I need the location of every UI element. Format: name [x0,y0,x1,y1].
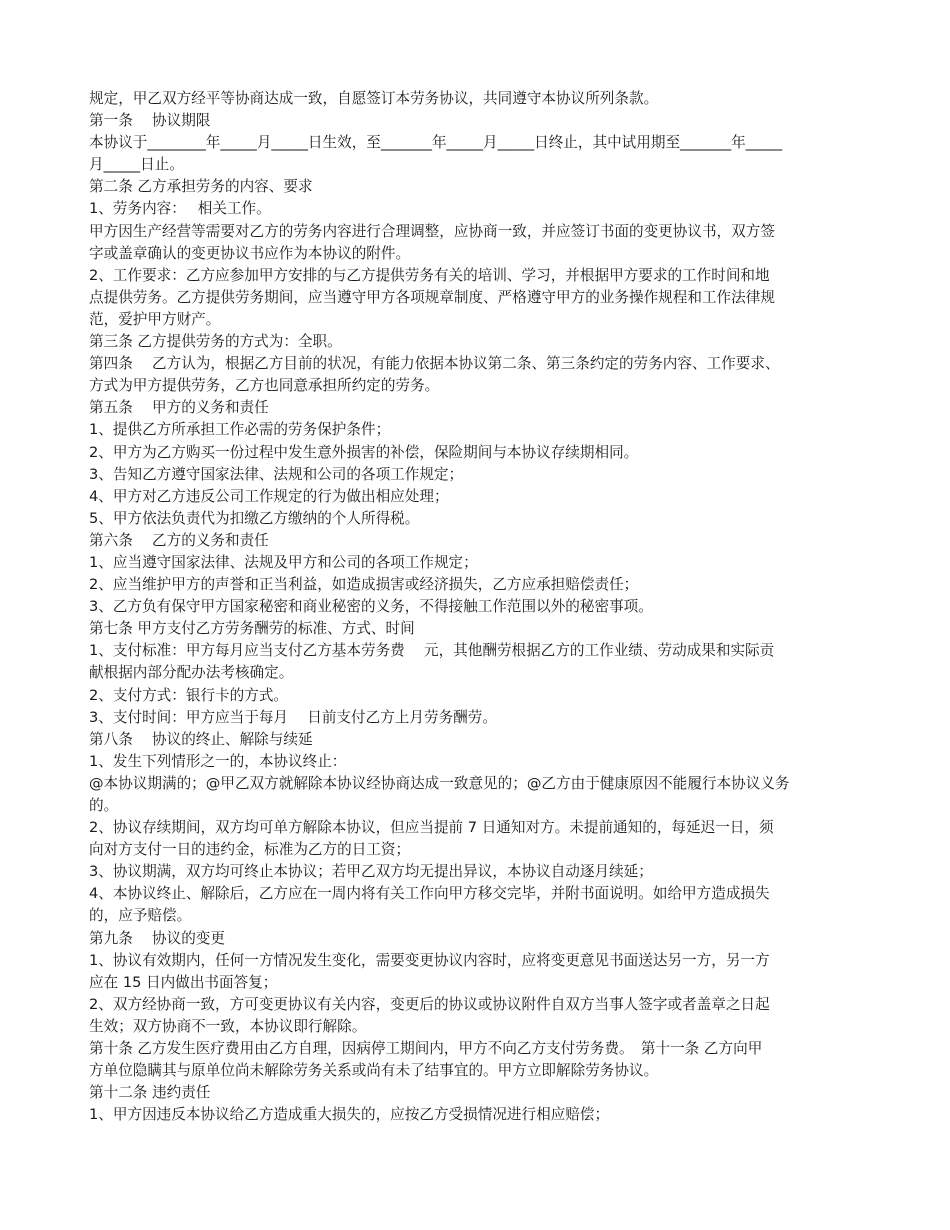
text-line: 2、工作要求：乙方应参加甲方安排的与乙方提供劳务有关的培训、学习，并根据甲方要求的工作时间和地 [89,266,770,284]
text-line: 第一条 协议期限 [89,112,211,130]
text-line: 生效；双方协商不一致，本协议即行解除。 [89,1017,367,1035]
text-line: @本协议期满的；@甲乙双方就解除本协议经协商达成一致意见的；@乙方由于健康原因不能履行本协议义务 [89,774,790,792]
text-line: 献根据内部分配办法考核确定。 [89,664,294,682]
text-line: 第九条 协议的变更 [89,929,225,947]
text-line: 应在 15 日内做出书面答复； [89,973,278,991]
text-line: 3、支付时间：甲方应当于每月 日前支付乙方上月劳务酬劳。 [89,708,497,726]
text-line: 2、双方经协商一致，方可变更协议有关内容，变更后的协议或协议附件自双方当事人签字或者盖章之日起 [89,995,770,1013]
text-line: 方式为甲方提供劳务，乙方也同意承担所约定的劳务。 [89,377,440,395]
text-line: 方单位隐瞒其与原单位尚未解除劳务关系或尚有未了结事宜的。甲方立即解除劳务协议。 [89,1062,659,1080]
text-line: 第五条 甲方的义务和责任 [89,399,269,417]
text-line: 范，爱护甲方财产。 [89,310,221,328]
text-line: 2、甲方为乙方购买一份过程中发生意外损害的补偿，保险期间与本协议存续期相同。 [89,443,639,461]
text-line: 2、应当维护甲方的声誉和正当利益，如造成损害或经济损失，乙方应承担赔偿责任； [89,576,639,594]
text-line: 的，应予赔偿。 [89,907,192,925]
text-line: 第七条 甲方支付乙方劳务酬劳的标准、方式、时间 [89,620,415,638]
text-line: 5、甲方依法负责代为扣缴乙方缴纳的个人所得税。 [89,509,420,527]
text-line: 1、提供乙方所承担工作必需的劳务保护条件； [89,421,391,439]
text-line: 字或盖章确认的变更协议书应作为本协议的附件。 [89,244,411,262]
text-line: 第十条 乙方发生医疗费用由乙方自理，因病停工期间内，甲方不向乙方支付劳务费。 第十一条 乙方向甲 [89,1040,763,1058]
text-line: 3、告知乙方遵守国家法律、法规和公司的各项工作规定； [89,465,464,483]
text-line: 第二条 乙方承担劳务的内容、要求 [89,178,313,196]
text-line: 月_____日止。 [89,156,184,174]
text-line: 3、乙方负有保守甲方国家秘密和商业秘密的义务，不得接触工作范围以外的秘密事项。 [89,598,653,616]
text-line: 1、应当遵守国家法律、法规及甲方和公司的各项工作规定； [89,553,478,571]
text-line: 第四条 乙方认为，根据乙方目前的状况，有能力依据本协议第二条、第三条约定的劳务内容、工作要求、 [89,355,780,373]
text-line: 的。 [89,797,119,814]
text-line: 甲方因生产经营等需要对乙方的劳务内容进行合理调整，应协商一致，并应签订书面的变更协议书，双方签 [89,222,775,240]
text-line: 第六条 乙方的义务和责任 [89,531,269,549]
text-line: 1、发生下列情形之一的，本协议终止： [89,752,347,770]
text-line: 第三条 乙方提供劳务的方式为：全职。 [89,333,342,351]
text-line: 点提供劳务。乙方提供劳务期间，应当遵守甲方各项规章制度、严格遵守甲方的业务操作规程和工作法律规 [89,288,775,306]
text-line: 4、本协议终止、解除后，乙方应在一周内将有关工作向甲方移交完毕，并附书面说明。如给甲方造成损失 [89,885,770,903]
text-line: 1、劳务内容： 相关工作。 [89,200,271,218]
text-line: 2、支付方式：银行卡的方式。 [89,686,289,704]
text-line: 本协议于________年_____月_____日生效，至_______年_____月_____日终止，其中试用期至_______年_____ [89,134,783,152]
text-line: 向对方支付一日的违约金，标准为乙方的日工资； [89,841,411,859]
text-line: 1、支付标准：甲方每月应当支付乙方基本劳务费 元，其他酬劳根据乙方的工作业绩、劳动成果和实际贡 [89,642,775,660]
text-line: 第十二条 违约责任 [89,1084,211,1102]
text-line: 2、协议存续期间，双方均可单方解除本协议，但应当提前 7 日通知对方。未提前通知的，每延迟一日，须 [89,819,774,837]
text-line: 3、协议期满，双方均可终止本协议；若甲乙双方均无提出异议，本协议自动逐月续延； [89,863,653,881]
text-line: 第八条 协议的终止、解除与续延 [89,730,313,748]
text-line: 4、甲方对乙方违反公司工作规定的行为做出相应处理； [89,487,449,505]
text-line: 1、协议有效期内，任何一方情况发生变化，需要变更协议内容时，应将变更意见书面送达另一方，另一方 [89,951,770,969]
text-line: 规定，甲乙双方经平等协商达成一致，自愿签订本劳务协议，共同遵守本协议所列条款。 [89,90,659,107]
text-line: 1、甲方因违反本协议给乙方造成重大损失的，应按乙方受损情况进行相应赔偿； [89,1106,610,1124]
